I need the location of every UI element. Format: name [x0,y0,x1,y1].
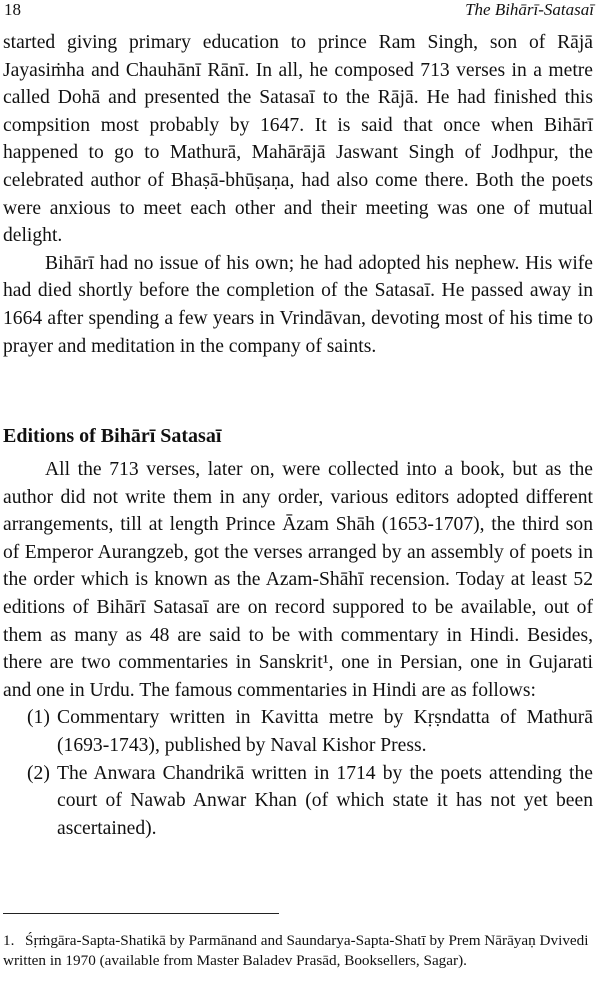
paragraph-bihari-death: Bihārī had no issue of his own; he had adopted his nephew. His wife had died shortly before the completion of the Satasaī. He passed away in 1664 after spending a few years in Vrindāvan, devoting most of his time to prayer and meditation in the company of saints. [3,252,593,357]
section-heading: Editions of Bihārī Satasaī [3,425,222,447]
list-item [3,704,593,759]
editions-paragraph: All the 713 verses, later on, were collected into a book, but as the author did not write them in any order, various editors adopted different arrangements, till at length Prince Āzam Shāh (1653-1707), the third son of Emperor Aurangzeb, got the verses arranged by an assembly of poets in the order which is known as the Azam-Shāhī recension. Today at least 52 editions of Bihārī Satasaī are on record suppored to be available, out of them as many as 48 are said to be with commentary in Hindi. Besides, there are two commentaries in Sanskrit¹, one in Persian, one in Gujarati and one in Urdu. The famous commentaries in Hindi are as follows: [3,459,593,701]
list-item-text: The Anwara Chandrikā written in 1714 by the poets attending the court of Nawab Anwar Khan (of which state it has not yet been ascertained). [57,762,593,839]
list-item-number: (1) [27,707,50,729]
footnote-rule [3,913,279,914]
page-header [0,0,600,24]
paragraph-continuation: started giving primary education to prince Ram Singh, son of Rājā Jayasiṁha and Chauhānī Rānī. In all, he composed 713 verses in a metre called Dohā and presented the Satasaī to the Rājā. He had finished this compsition most probably by 1647. It is said that once when Bihārī happened to go to Mathurā, Mahārājā Jaswant Singh of Jodhpur, the celebrated author of Bhaṣā-bhūṣaṇa, had also come there. Both the poets were anxious to meet each other and their meeting was one of mutual delight. [3,32,593,247]
page-number: 18 [4,0,21,19]
main-text [3,29,593,360]
footnote-text: Śṛṁgāra-Sapta-Shatikā by Parmānand and Saundarya-Sapta-Shatī by Prem Nārāyaṇ Dvivedi written in 1970 (available from Master Baladev Prasād, Booksellers, Sagar). [3,932,589,969]
footnote-number: 1. [3,932,15,949]
running-title: The Bihārī-Satasaī [465,0,594,19]
footnote [3,931,593,971]
commentary-list [3,704,593,842]
editions-section [3,456,593,842]
list-item-number: (2) [27,762,50,784]
list-item [3,760,593,843]
list-item-text: Commentary written in Kavitta metre by Kṛṣndatta of Mathurā (1693-1743), published by Naval Kishor Press. [57,707,593,756]
